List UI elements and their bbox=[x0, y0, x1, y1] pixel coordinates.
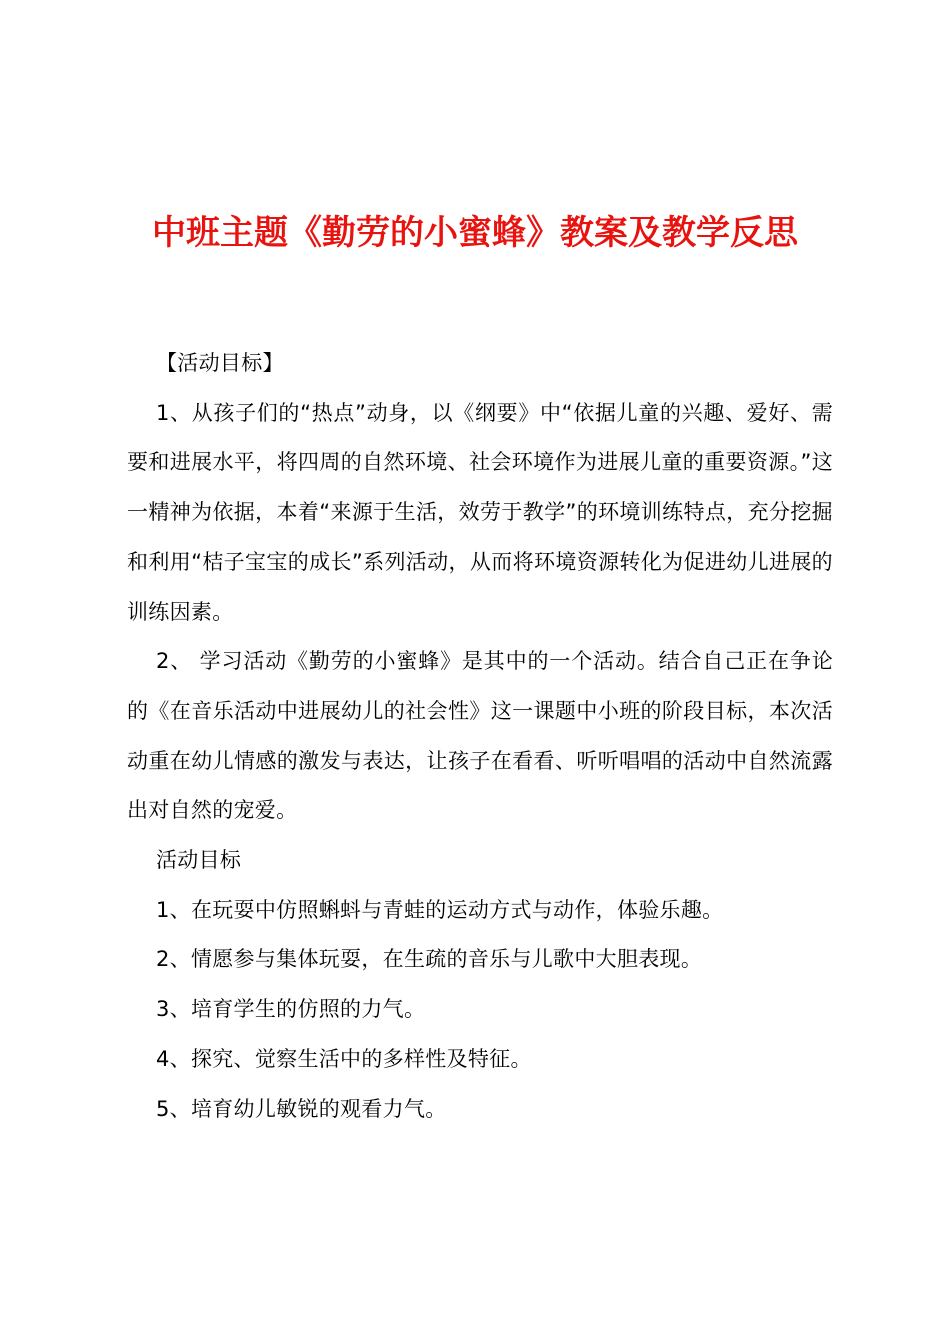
list-item-goal-4: 4、探究、觉察生活中的多样性及特征。 bbox=[156, 1046, 532, 1071]
section-heading-activity-goals: 【活动目标】 bbox=[156, 351, 284, 375]
list-item-goal-1: 1、在玩耍中仿照蝌蚪与青蛙的运动方式与动作，体验乐趣。 bbox=[156, 897, 724, 922]
document-body bbox=[127, 339, 833, 1134]
paragraph-goal-1: 1、从孩子们的“热点”动身，以《纲要》中“依据儿童的兴趣、爱好、需要和进展水平，将四周的自然环境、社会环境作为进展儿童的重要资源。”这一精神为依据，本着“来源于生活，效劳于教学”的环境训练特点，充分挖掘和利用“桔子宝宝的成长”系列活动，从而将环境资源转化为促进幼儿进展的训练因素。 bbox=[127, 400, 833, 624]
subheading-activity-goals: 活动目标 bbox=[156, 848, 242, 873]
list-item-goal-2: 2、情愿参与集体玩耍，在生疏的音乐与儿歌中大胆表现。 bbox=[156, 947, 703, 972]
list-item-goal-5: 5、培育幼儿敏锐的观看力气。 bbox=[156, 1096, 447, 1121]
list-item-goal-3: 3、培育学生的仿照的力气。 bbox=[156, 997, 426, 1022]
paragraph-goal-2: 2、 学习活动《勤劳的小蜜蜂》是其中的一个活动。结合自己正在争论的《在音乐活动中进展幼儿的社会性》这一课题中小班的阶段目标，本次活动重在幼儿情感的激发与表达，让孩子在看看、听听唱唱的活动中自然流露出对自然的宠爱。 bbox=[127, 649, 833, 823]
document-title: 中班主题《勤劳的小蜜蜂》教案及教学反思 bbox=[152, 213, 798, 253]
